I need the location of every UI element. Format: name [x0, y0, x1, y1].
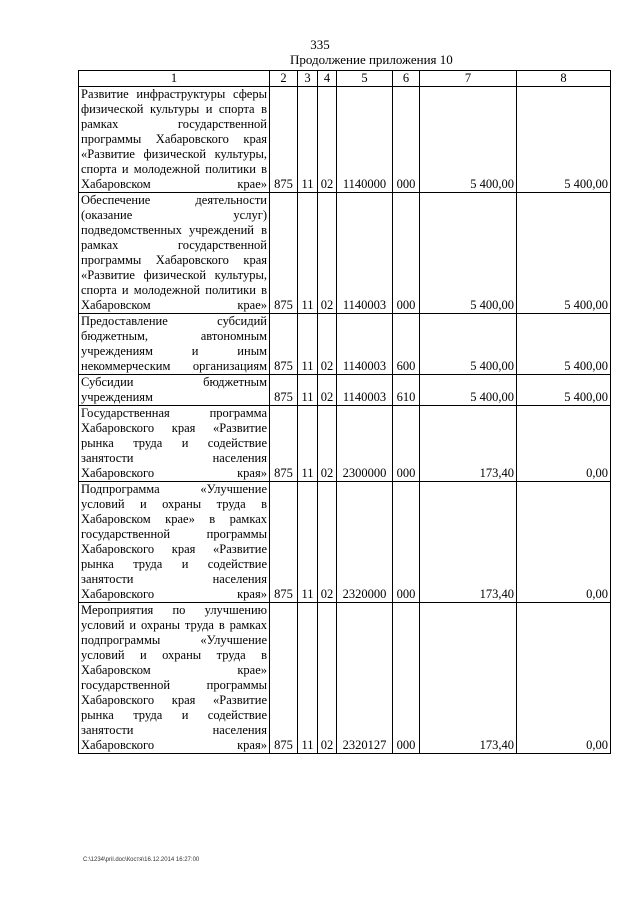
row-name: Обеспечение деятельности (оказание услуг) подведомственных учреждений в рамках государственной программы Хабаровского края «Развитие физической культуры, спорта и молодежной политики в Хабаровском крае» — [79, 193, 270, 314]
row-name: Развитие инфраструктуры сферы физической культуры и спорта в рамках государственной программы Хабаровского края «Развитие физической культуры, спорта и молодежной политики в Хабаровском крае» — [79, 87, 270, 193]
table-header-row — [79, 71, 611, 87]
table-row — [79, 375, 611, 406]
cell-sum-1: 173,40 — [420, 603, 517, 754]
row-name: Предоставление субсидий бюджетным, автономным учреждениям и иным некоммерческим организациям — [79, 314, 270, 375]
cell-ved: 875 — [270, 482, 298, 603]
cell-csr: 1140003 — [337, 314, 393, 375]
row-name: Субсидии бюджетным учреждениям — [79, 375, 270, 406]
cell-pr: 02 — [318, 603, 337, 754]
row-name: Мероприятия по улучшению условий и охраны труда в рамках подпрограммы «Улучшение условий и охраны труда в Хабаровском крае» государственной программы Хабаровского края «Развитие рынка труда и содействие занятости населения Хабаровского края» — [79, 603, 270, 754]
column-header: 1 — [79, 71, 270, 87]
cell-pr: 02 — [318, 193, 337, 314]
cell-rz: 11 — [298, 482, 318, 603]
cell-pr: 02 — [318, 375, 337, 406]
column-header: 5 — [337, 71, 393, 87]
column-header: 2 — [270, 71, 298, 87]
row-name: Подпрограмма «Улучшение условий и охраны труда в Хабаровском крае» в рамках государственной программы Хабаровского края «Развитие рынка труда и содействие занятости населения Хабаровского края» — [79, 482, 270, 603]
cell-vr: 000 — [393, 87, 420, 193]
cell-sum-2: 5 400,00 — [517, 314, 611, 375]
cell-sum-1: 5 400,00 — [420, 314, 517, 375]
budget-table — [78, 70, 611, 754]
cell-vr: 000 — [393, 603, 420, 754]
cell-csr: 1140003 — [337, 375, 393, 406]
table-row — [79, 406, 611, 482]
cell-vr: 000 — [393, 482, 420, 603]
column-header: 6 — [393, 71, 420, 87]
cell-ved: 875 — [270, 87, 298, 193]
cell-sum-2: 5 400,00 — [517, 193, 611, 314]
cell-csr: 1140000 — [337, 87, 393, 193]
cell-sum-2: 0,00 — [517, 482, 611, 603]
cell-csr: 1140003 — [337, 193, 393, 314]
cell-sum-2: 0,00 — [517, 406, 611, 482]
cell-rz: 11 — [298, 314, 318, 375]
cell-pr: 02 — [318, 482, 337, 603]
cell-sum-1: 5 400,00 — [420, 87, 517, 193]
cell-sum-1: 173,40 — [420, 406, 517, 482]
cell-csr: 2320127 — [337, 603, 393, 754]
cell-vr: 000 — [393, 193, 420, 314]
table-row — [79, 87, 611, 193]
cell-ved: 875 — [270, 603, 298, 754]
cell-pr: 02 — [318, 314, 337, 375]
cell-ved: 875 — [270, 406, 298, 482]
cell-csr: 2320000 — [337, 482, 393, 603]
cell-vr: 000 — [393, 406, 420, 482]
table-row — [79, 603, 611, 754]
cell-pr: 02 — [318, 87, 337, 193]
column-header: 8 — [517, 71, 611, 87]
cell-sum-2: 5 400,00 — [517, 87, 611, 193]
page-number: 335 — [310, 37, 330, 52]
row-name: Государственная программа Хабаровского края «Развитие рынка труда и содействие занятости населения Хабаровского края» — [79, 406, 270, 482]
table-row — [79, 193, 611, 314]
cell-rz: 11 — [298, 603, 318, 754]
cell-rz: 11 — [298, 87, 318, 193]
cell-rz: 11 — [298, 406, 318, 482]
cell-sum-1: 173,40 — [420, 482, 517, 603]
cell-pr: 02 — [318, 406, 337, 482]
cell-sum-1: 5 400,00 — [420, 193, 517, 314]
column-header: 3 — [298, 71, 318, 87]
document-path-footer: C:\1234\pril.doc\Костя\16.12.2014 16:27:00 — [83, 857, 200, 863]
table-row — [79, 314, 611, 375]
cell-ved: 875 — [270, 375, 298, 406]
cell-rz: 11 — [298, 193, 318, 314]
table-row — [79, 482, 611, 603]
cell-sum-2: 0,00 — [517, 603, 611, 754]
cell-sum-1: 5 400,00 — [420, 375, 517, 406]
cell-rz: 11 — [298, 375, 318, 406]
continuation-title: Продолжение приложения 10 — [290, 52, 453, 67]
cell-sum-2: 5 400,00 — [517, 375, 611, 406]
column-header: 7 — [420, 71, 517, 87]
cell-ved: 875 — [270, 314, 298, 375]
cell-vr: 600 — [393, 314, 420, 375]
column-header: 4 — [318, 71, 337, 87]
cell-vr: 610 — [393, 375, 420, 406]
cell-ved: 875 — [270, 193, 298, 314]
cell-csr: 2300000 — [337, 406, 393, 482]
